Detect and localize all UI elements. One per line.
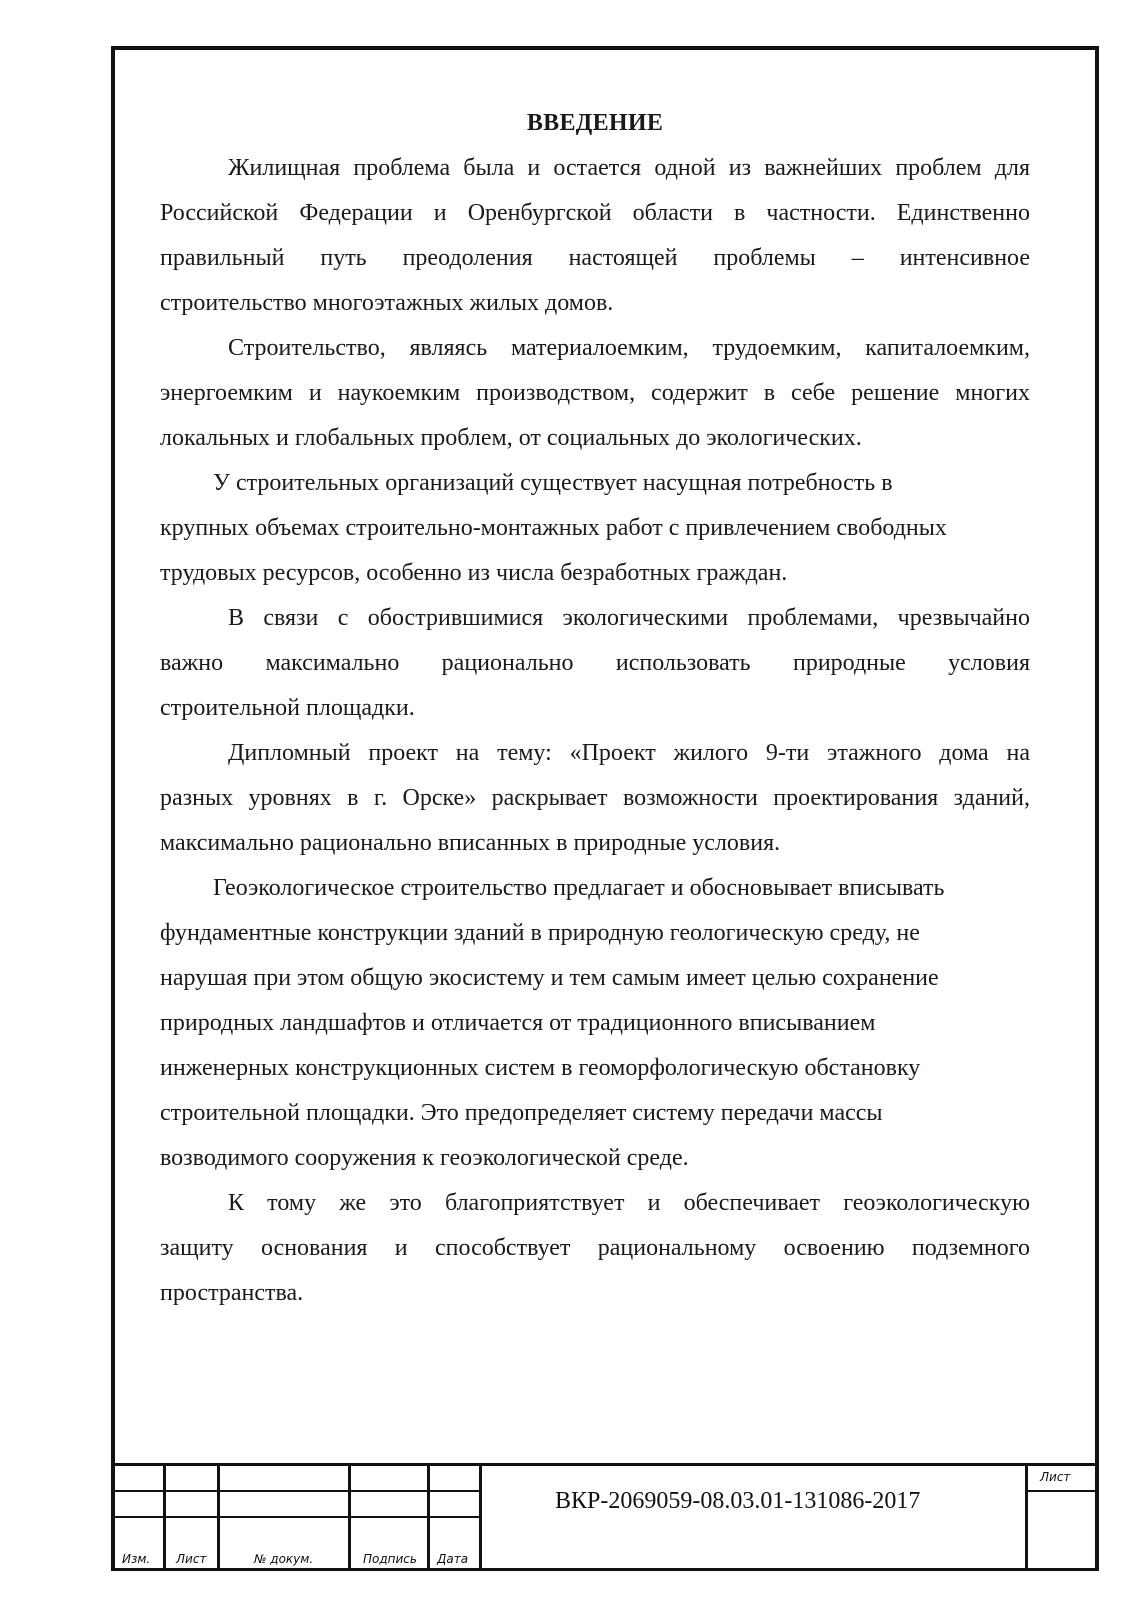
- text-line: Российской Федерации и Оренбургской области в частности. Единственно: [160, 200, 1030, 226]
- text-line: пространства.: [160, 1280, 304, 1306]
- text-line: строительство многоэтажных жилых домов.: [160, 290, 614, 316]
- text-line: трудовых ресурсов, особенно из числа безработных граждан.: [160, 560, 788, 586]
- sheet-label: Лист: [1040, 1470, 1071, 1484]
- paragraph-5: [160, 731, 1030, 866]
- text-line: фундаментные конструкции зданий в природную геологическую среду, не: [160, 920, 920, 946]
- document-body: [160, 146, 1030, 1316]
- text-line: энергоемким и наукоемким производством, содержит в себе решение многих: [160, 380, 1030, 406]
- label-signature: Подпись: [363, 1552, 417, 1566]
- text-line: нарушая при этом общую экосистему и тем самым имеет целью сохранение: [160, 965, 939, 991]
- frame-border-bottom: [111, 1568, 1099, 1571]
- label-list: Лист: [176, 1552, 207, 1566]
- label-doc-number: № докум.: [254, 1552, 314, 1566]
- text-line: Строительство, являясь материалоемким, трудоемким, капиталоемким,: [228, 335, 1030, 361]
- text-line: природных ландшафтов и отличается от традиционного вписыванием: [160, 1010, 876, 1036]
- text-line: локальных и глобальных проблем, от социальных до экологических.: [160, 425, 862, 451]
- text-line: возводимого сооружения к геоэкологической среде.: [160, 1145, 689, 1171]
- title-block-row-line: [111, 1516, 481, 1518]
- title-block-column-line: [479, 1463, 482, 1568]
- page-title: ВВЕДЕНИЕ: [526, 110, 664, 136]
- frame-border-left: [111, 46, 115, 1571]
- paragraph-1: [160, 146, 1030, 326]
- title-block-column-line: [348, 1463, 351, 1568]
- title-block-row-line: [111, 1490, 481, 1492]
- label-izm: Изм.: [122, 1552, 151, 1566]
- paragraph-2: [160, 326, 1030, 461]
- text-line: важно максимально рационально использовать природные условия: [160, 650, 1030, 676]
- text-line: крупных объемах строительно-монтажных работ с привлечением свободных: [160, 515, 947, 541]
- text-line: правильный путь преодоления настоящей проблемы – интенсивное: [160, 245, 1030, 271]
- paragraph-6: [160, 866, 1030, 1181]
- document-code: ВКР-2069059-08.03.01-131086-2017: [555, 1488, 921, 1514]
- frame-border-right: [1095, 46, 1099, 1571]
- text-line: Жилищная проблема была и остается одной из важнейших проблем для: [228, 155, 1030, 181]
- title-block-column-line: [163, 1463, 166, 1568]
- title-block-column-line: [217, 1463, 220, 1568]
- frame-border-top: [111, 46, 1099, 50]
- text-line: Дипломный проект на тему: «Проект жилого 9-ти этажного дома на: [228, 740, 1030, 766]
- title-block-column-line: [1025, 1463, 1028, 1568]
- paragraph-3: [160, 461, 1030, 596]
- text-line: строительной площадки. Это предопределяет систему передачи массы: [160, 1100, 883, 1126]
- text-line: Геоэкологическое строительство предлагает и обосновывает вписывать: [213, 875, 945, 901]
- sheet-cell-line: [1026, 1490, 1099, 1492]
- text-line: У строительных организаций существует насущная потребность в: [213, 470, 893, 496]
- title-block-top-line: [111, 1463, 1099, 1466]
- text-line: строительной площадки.: [160, 695, 415, 721]
- paragraph-4: [160, 596, 1030, 731]
- text-line: максимально рационально вписанных в природные условия.: [160, 830, 781, 856]
- paragraph-7: [160, 1181, 1030, 1316]
- title-block-column-line: [427, 1463, 430, 1568]
- text-line: К тому же это благоприятствует и обеспечивает геоэкологическую: [228, 1190, 1030, 1216]
- text-line: разных уровнях в г. Орске» раскрывает возможности проектирования зданий,: [160, 785, 1030, 811]
- text-line: В связи с обострившимися экологическими проблемами, чрезвычайно: [228, 605, 1030, 631]
- text-line: инженерных конструкционных систем в геоморфологическую обстановку: [160, 1055, 921, 1081]
- label-date: Дата: [437, 1552, 469, 1566]
- text-line: защиту основания и способствует рациональному освоению подземного: [160, 1235, 1030, 1261]
